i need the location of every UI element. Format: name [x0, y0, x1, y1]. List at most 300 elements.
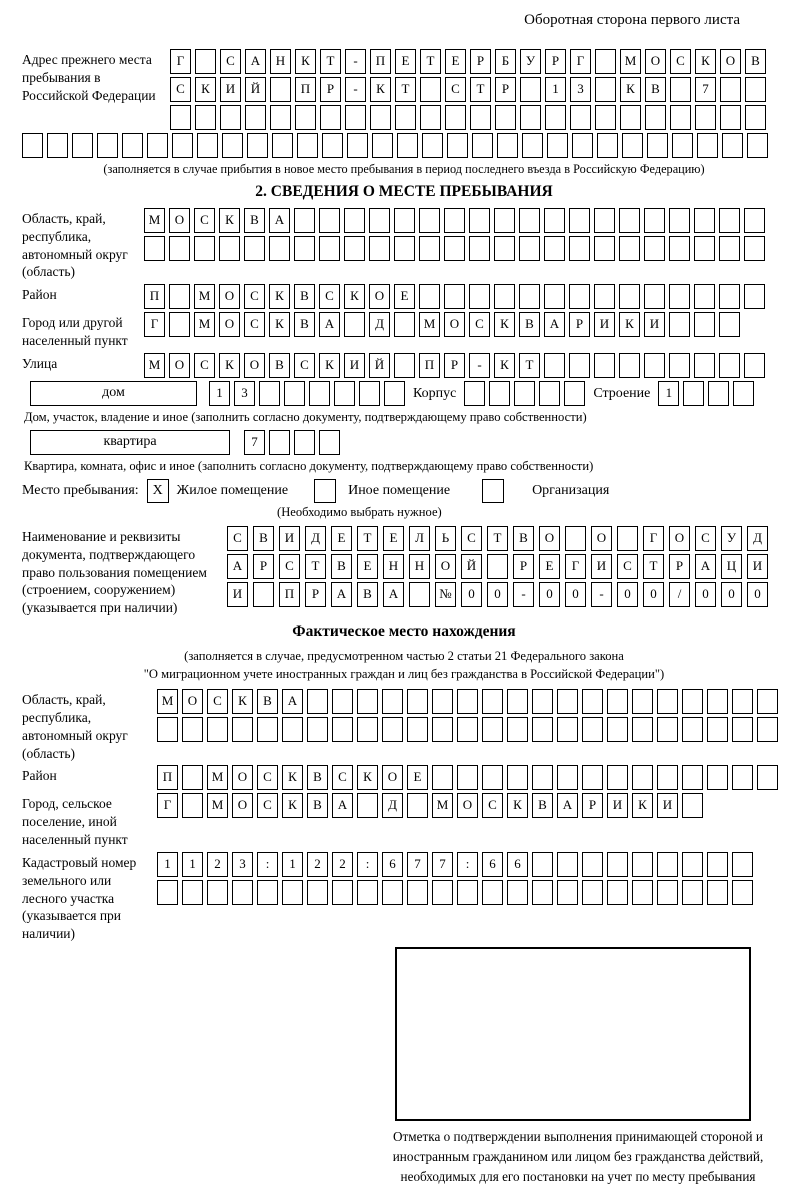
char-box[interactable] — [182, 765, 203, 790]
char-box[interactable] — [672, 133, 693, 158]
char-box[interactable] — [682, 880, 703, 905]
char-box[interactable]: М — [194, 312, 215, 337]
char-box[interactable] — [707, 880, 728, 905]
char-box[interactable]: : — [457, 852, 478, 877]
char-box[interactable]: С — [617, 554, 638, 579]
char-box[interactable]: 1 — [209, 381, 230, 406]
char-box[interactable]: С — [227, 526, 248, 551]
char-box[interactable] — [564, 381, 585, 406]
char-box[interactable]: П — [279, 582, 300, 607]
char-box[interactable] — [532, 852, 553, 877]
char-box[interactable] — [169, 236, 190, 261]
char-box[interactable] — [257, 717, 278, 742]
char-box[interactable]: О — [382, 765, 403, 790]
char-box[interactable] — [253, 582, 274, 607]
char-box[interactable]: - — [345, 49, 366, 74]
char-box[interactable] — [282, 880, 303, 905]
char-box[interactable] — [245, 105, 266, 130]
char-box[interactable] — [595, 105, 616, 130]
char-box[interactable] — [494, 208, 515, 233]
char-box[interactable] — [319, 430, 340, 455]
char-box[interactable] — [494, 236, 515, 261]
char-box[interactable]: О — [369, 284, 390, 309]
char-box[interactable] — [494, 284, 515, 309]
char-box[interactable] — [707, 852, 728, 877]
char-box[interactable]: С — [257, 793, 278, 818]
char-box[interactable]: М — [144, 208, 165, 233]
char-box[interactable] — [557, 880, 578, 905]
char-box[interactable] — [507, 765, 528, 790]
char-box[interactable] — [632, 689, 653, 714]
char-box[interactable]: А — [227, 554, 248, 579]
char-box[interactable] — [644, 208, 665, 233]
char-box[interactable] — [270, 77, 291, 102]
char-box[interactable] — [470, 105, 491, 130]
char-box[interactable] — [334, 381, 355, 406]
char-box[interactable]: К — [219, 353, 240, 378]
char-box[interactable] — [344, 312, 365, 337]
char-box[interactable]: К — [344, 284, 365, 309]
char-box[interactable]: 7 — [432, 852, 453, 877]
char-box[interactable] — [669, 236, 690, 261]
char-box[interactable]: Р — [513, 554, 534, 579]
char-box[interactable]: В — [253, 526, 274, 551]
char-box[interactable] — [457, 765, 478, 790]
char-box[interactable]: А — [245, 49, 266, 74]
char-box[interactable] — [394, 353, 415, 378]
char-box[interactable]: 0 — [721, 582, 742, 607]
char-box[interactable] — [694, 284, 715, 309]
char-box[interactable]: Р — [569, 312, 590, 337]
char-box[interactable] — [182, 717, 203, 742]
char-box[interactable] — [747, 133, 768, 158]
char-box[interactable]: Г — [643, 526, 664, 551]
char-box[interactable]: К — [494, 312, 515, 337]
char-box[interactable]: 3 — [570, 77, 591, 102]
char-box[interactable] — [657, 880, 678, 905]
char-box[interactable] — [595, 77, 616, 102]
char-box[interactable]: О — [444, 312, 465, 337]
char-box[interactable] — [682, 717, 703, 742]
char-box[interactable] — [487, 554, 508, 579]
char-box[interactable] — [369, 208, 390, 233]
char-box[interactable]: 2 — [332, 852, 353, 877]
char-box[interactable]: Н — [409, 554, 430, 579]
char-box[interactable] — [269, 430, 290, 455]
char-box[interactable]: К — [620, 77, 641, 102]
char-box[interactable]: М — [194, 284, 215, 309]
char-box[interactable]: С — [244, 312, 265, 337]
char-box[interactable]: - — [513, 582, 534, 607]
char-box[interactable]: В — [357, 582, 378, 607]
char-box[interactable] — [269, 236, 290, 261]
char-box[interactable]: В — [331, 554, 352, 579]
char-box[interactable]: Л — [409, 526, 430, 551]
char-box[interactable] — [557, 717, 578, 742]
char-box[interactable] — [582, 689, 603, 714]
checkbox-residential[interactable]: Х — [147, 479, 169, 503]
char-box[interactable] — [607, 765, 628, 790]
char-box[interactable]: П — [157, 765, 178, 790]
char-box[interactable]: С — [461, 526, 482, 551]
char-box[interactable]: И — [279, 526, 300, 551]
char-box[interactable]: Т — [519, 353, 540, 378]
char-box[interactable] — [97, 133, 118, 158]
char-box[interactable] — [197, 133, 218, 158]
char-box[interactable]: Т — [420, 49, 441, 74]
char-box[interactable]: В — [645, 77, 666, 102]
char-box[interactable] — [294, 236, 315, 261]
char-box[interactable] — [332, 717, 353, 742]
char-box[interactable] — [569, 353, 590, 378]
char-box[interactable] — [432, 880, 453, 905]
char-box[interactable] — [682, 793, 703, 818]
char-box[interactable] — [519, 208, 540, 233]
char-box[interactable]: Т — [305, 554, 326, 579]
char-box[interactable] — [472, 133, 493, 158]
char-box[interactable] — [697, 133, 718, 158]
char-box[interactable] — [569, 208, 590, 233]
char-box[interactable] — [594, 208, 615, 233]
char-box[interactable]: М — [207, 793, 228, 818]
char-box[interactable] — [617, 526, 638, 551]
char-box[interactable]: Н — [270, 49, 291, 74]
char-box[interactable] — [195, 49, 216, 74]
char-box[interactable]: 7 — [407, 852, 428, 877]
char-box[interactable]: Р — [545, 49, 566, 74]
char-box[interactable] — [557, 852, 578, 877]
char-box[interactable] — [682, 765, 703, 790]
char-box[interactable]: В — [244, 208, 265, 233]
char-box[interactable] — [419, 208, 440, 233]
char-box[interactable]: О — [169, 208, 190, 233]
char-box[interactable] — [632, 852, 653, 877]
char-box[interactable] — [294, 208, 315, 233]
char-box[interactable]: Ц — [721, 554, 742, 579]
char-box[interactable] — [332, 880, 353, 905]
char-box[interactable] — [169, 312, 190, 337]
char-box[interactable] — [407, 793, 428, 818]
char-box[interactable] — [619, 284, 640, 309]
char-box[interactable] — [457, 689, 478, 714]
char-box[interactable] — [157, 880, 178, 905]
char-box[interactable] — [307, 880, 328, 905]
char-box[interactable] — [194, 236, 215, 261]
char-box[interactable] — [157, 717, 178, 742]
char-box[interactable] — [532, 717, 553, 742]
checkbox-other-premises[interactable] — [314, 479, 336, 503]
char-box[interactable]: Е — [539, 554, 560, 579]
char-box[interactable] — [370, 105, 391, 130]
char-box[interactable] — [707, 717, 728, 742]
char-box[interactable]: С — [170, 77, 191, 102]
char-box[interactable]: О — [232, 765, 253, 790]
char-box[interactable]: Е — [395, 49, 416, 74]
char-box[interactable] — [722, 133, 743, 158]
char-box[interactable] — [489, 381, 510, 406]
char-box[interactable]: С — [294, 353, 315, 378]
char-box[interactable] — [482, 765, 503, 790]
char-box[interactable] — [519, 236, 540, 261]
char-box[interactable]: С — [244, 284, 265, 309]
char-box[interactable]: П — [295, 77, 316, 102]
char-box[interactable] — [407, 689, 428, 714]
char-box[interactable]: У — [520, 49, 541, 74]
char-box[interactable]: 0 — [539, 582, 560, 607]
char-box[interactable]: Е — [445, 49, 466, 74]
char-box[interactable] — [582, 717, 603, 742]
char-box[interactable] — [594, 284, 615, 309]
char-box[interactable]: И — [747, 554, 768, 579]
char-box[interactable]: 3 — [232, 852, 253, 877]
char-box[interactable]: 0 — [565, 582, 586, 607]
char-box[interactable]: А — [544, 312, 565, 337]
char-box[interactable]: - — [469, 353, 490, 378]
char-box[interactable]: Н — [383, 554, 404, 579]
char-box[interactable] — [395, 105, 416, 130]
char-box[interactable] — [619, 236, 640, 261]
char-box[interactable] — [595, 49, 616, 74]
char-box[interactable] — [682, 852, 703, 877]
char-box[interactable] — [572, 133, 593, 158]
char-box[interactable] — [270, 105, 291, 130]
char-box[interactable] — [647, 133, 668, 158]
char-box[interactable]: Г — [144, 312, 165, 337]
char-box[interactable] — [247, 133, 268, 158]
char-box[interactable] — [147, 133, 168, 158]
char-box[interactable]: 2 — [307, 852, 328, 877]
char-box[interactable]: Д — [747, 526, 768, 551]
char-box[interactable]: - — [345, 77, 366, 102]
char-box[interactable] — [732, 880, 753, 905]
char-box[interactable] — [384, 381, 405, 406]
char-box[interactable]: А — [332, 793, 353, 818]
char-box[interactable] — [420, 105, 441, 130]
char-box[interactable] — [207, 717, 228, 742]
char-box[interactable]: С — [279, 554, 300, 579]
char-box[interactable] — [694, 312, 715, 337]
char-box[interactable]: К — [282, 765, 303, 790]
char-box[interactable] — [419, 236, 440, 261]
char-box[interactable] — [670, 77, 691, 102]
char-box[interactable] — [732, 689, 753, 714]
char-box[interactable]: П — [370, 49, 391, 74]
char-box[interactable] — [544, 284, 565, 309]
char-box[interactable]: 1 — [182, 852, 203, 877]
char-box[interactable]: 6 — [382, 852, 403, 877]
char-box[interactable] — [757, 689, 778, 714]
char-box[interactable] — [569, 284, 590, 309]
char-box[interactable] — [657, 852, 678, 877]
char-box[interactable]: О — [219, 312, 240, 337]
char-box[interactable] — [469, 284, 490, 309]
char-box[interactable] — [244, 236, 265, 261]
char-box[interactable] — [532, 880, 553, 905]
char-box[interactable] — [222, 133, 243, 158]
char-box[interactable]: Р — [470, 49, 491, 74]
char-box[interactable]: К — [619, 312, 640, 337]
char-box[interactable]: 1 — [545, 77, 566, 102]
char-box[interactable] — [344, 208, 365, 233]
char-box[interactable] — [444, 236, 465, 261]
char-box[interactable]: К — [370, 77, 391, 102]
char-box[interactable]: К — [357, 765, 378, 790]
char-box[interactable] — [682, 689, 703, 714]
char-box[interactable]: 1 — [282, 852, 303, 877]
char-box[interactable] — [482, 880, 503, 905]
char-box[interactable] — [497, 133, 518, 158]
char-box[interactable] — [607, 689, 628, 714]
char-box[interactable] — [282, 717, 303, 742]
char-box[interactable] — [719, 312, 740, 337]
char-box[interactable]: 0 — [487, 582, 508, 607]
char-box[interactable] — [409, 582, 430, 607]
char-box[interactable]: Т — [487, 526, 508, 551]
char-box[interactable]: О — [244, 353, 265, 378]
char-box[interactable]: Т — [470, 77, 491, 102]
char-box[interactable]: А — [695, 554, 716, 579]
char-box[interactable]: В — [519, 312, 540, 337]
char-box[interactable] — [607, 717, 628, 742]
char-box[interactable]: С — [332, 765, 353, 790]
char-box[interactable] — [220, 105, 241, 130]
char-box[interactable] — [707, 765, 728, 790]
char-box[interactable] — [582, 852, 603, 877]
char-box[interactable] — [670, 105, 691, 130]
char-box[interactable]: О — [645, 49, 666, 74]
char-box[interactable]: Ь — [435, 526, 456, 551]
char-box[interactable] — [694, 353, 715, 378]
char-box[interactable] — [544, 353, 565, 378]
char-box[interactable]: Й — [461, 554, 482, 579]
char-box[interactable] — [669, 353, 690, 378]
char-box[interactable] — [720, 105, 741, 130]
char-box[interactable] — [332, 689, 353, 714]
char-box[interactable]: С — [207, 689, 228, 714]
char-box[interactable]: Р — [253, 554, 274, 579]
char-box[interactable]: Т — [643, 554, 664, 579]
char-box[interactable]: С — [695, 526, 716, 551]
char-box[interactable]: 6 — [507, 852, 528, 877]
char-box[interactable] — [732, 717, 753, 742]
char-box[interactable]: В — [257, 689, 278, 714]
char-box[interactable]: Р — [305, 582, 326, 607]
char-box[interactable]: М — [620, 49, 641, 74]
char-box[interactable] — [345, 105, 366, 130]
char-box[interactable]: Д — [305, 526, 326, 551]
char-box[interactable] — [122, 133, 143, 158]
char-box[interactable] — [732, 765, 753, 790]
char-box[interactable] — [344, 236, 365, 261]
char-box[interactable] — [319, 236, 340, 261]
char-box[interactable]: И — [591, 554, 612, 579]
char-box[interactable] — [732, 852, 753, 877]
char-box[interactable]: О — [435, 554, 456, 579]
char-box[interactable] — [708, 381, 729, 406]
char-box[interactable] — [319, 208, 340, 233]
apartment-type-box[interactable]: квартира — [30, 430, 230, 455]
char-box[interactable] — [745, 105, 766, 130]
char-box[interactable] — [539, 381, 560, 406]
char-box[interactable]: № — [435, 582, 456, 607]
char-box[interactable] — [632, 717, 653, 742]
char-box[interactable] — [532, 689, 553, 714]
char-box[interactable] — [695, 105, 716, 130]
char-box[interactable]: М — [207, 765, 228, 790]
char-box[interactable] — [507, 717, 528, 742]
char-box[interactable]: И — [657, 793, 678, 818]
char-box[interactable] — [394, 236, 415, 261]
char-box[interactable] — [495, 105, 516, 130]
char-box[interactable]: П — [144, 284, 165, 309]
char-box[interactable]: В — [294, 284, 315, 309]
char-box[interactable] — [382, 880, 403, 905]
char-box[interactable]: М — [144, 353, 165, 378]
char-box[interactable] — [382, 689, 403, 714]
char-box[interactable]: В — [307, 765, 328, 790]
char-box[interactable] — [397, 133, 418, 158]
char-box[interactable]: Е — [331, 526, 352, 551]
char-box[interactable]: К — [319, 353, 340, 378]
char-box[interactable] — [644, 236, 665, 261]
char-box[interactable]: Е — [383, 526, 404, 551]
char-box[interactable]: С — [670, 49, 691, 74]
char-box[interactable]: М — [432, 793, 453, 818]
char-box[interactable]: 7 — [695, 77, 716, 102]
char-box[interactable] — [694, 236, 715, 261]
char-box[interactable] — [719, 208, 740, 233]
char-box[interactable]: О — [669, 526, 690, 551]
char-box[interactable] — [420, 77, 441, 102]
char-box[interactable]: А — [331, 582, 352, 607]
char-box[interactable] — [544, 208, 565, 233]
char-box[interactable] — [22, 133, 43, 158]
char-box[interactable] — [597, 133, 618, 158]
char-box[interactable] — [457, 880, 478, 905]
char-box[interactable] — [744, 208, 765, 233]
char-box[interactable] — [322, 133, 343, 158]
char-box[interactable] — [407, 880, 428, 905]
char-box[interactable]: Т — [320, 49, 341, 74]
char-box[interactable]: У — [721, 526, 742, 551]
char-box[interactable]: Д — [382, 793, 403, 818]
char-box[interactable]: К — [269, 312, 290, 337]
char-box[interactable]: П — [419, 353, 440, 378]
char-box[interactable] — [632, 765, 653, 790]
char-box[interactable] — [757, 765, 778, 790]
char-box[interactable]: 0 — [695, 582, 716, 607]
checkbox-organization[interactable] — [482, 479, 504, 503]
char-box[interactable] — [532, 765, 553, 790]
char-box[interactable] — [407, 717, 428, 742]
char-box[interactable] — [644, 284, 665, 309]
char-box[interactable] — [432, 765, 453, 790]
char-box[interactable] — [297, 133, 318, 158]
char-box[interactable] — [369, 236, 390, 261]
char-box[interactable] — [444, 208, 465, 233]
char-box[interactable] — [357, 717, 378, 742]
char-box[interactable]: О — [539, 526, 560, 551]
char-box[interactable] — [432, 717, 453, 742]
char-box[interactable]: С — [469, 312, 490, 337]
char-box[interactable] — [557, 689, 578, 714]
char-box[interactable] — [357, 689, 378, 714]
char-box[interactable]: С — [445, 77, 466, 102]
char-box[interactable]: И — [227, 582, 248, 607]
char-box[interactable] — [507, 880, 528, 905]
char-box[interactable]: К — [295, 49, 316, 74]
char-box[interactable] — [432, 689, 453, 714]
